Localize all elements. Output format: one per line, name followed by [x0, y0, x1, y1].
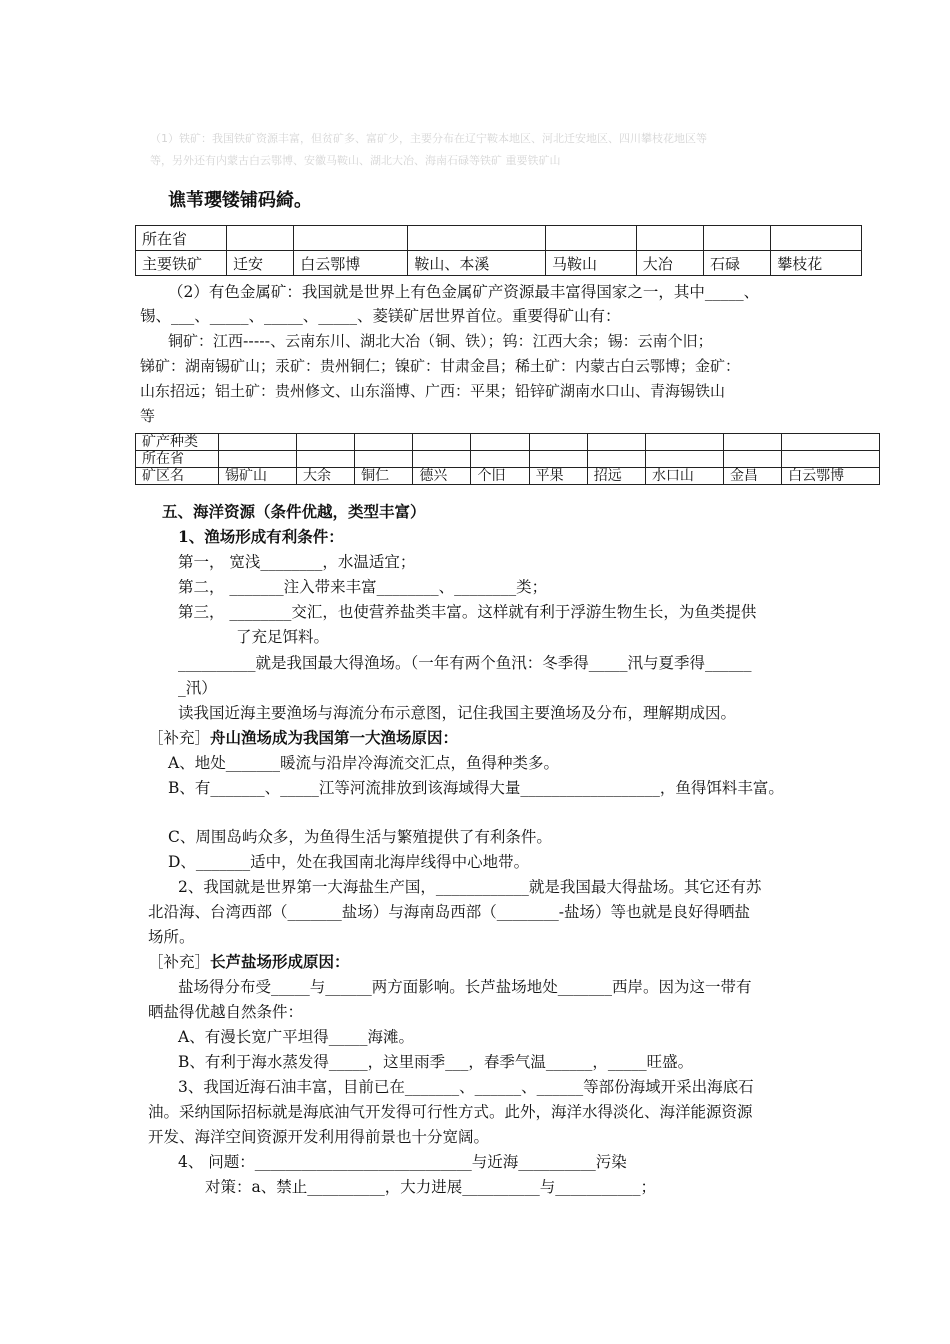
table-cell: 大余: [297, 468, 355, 485]
table-cell-label: 所在省: [136, 226, 227, 251]
table-cell: [227, 226, 294, 251]
table-cell: [297, 434, 355, 451]
table-cell: 马鞍山: [546, 251, 637, 276]
table-cell: [413, 451, 471, 468]
table-cell-label: 矿区名: [136, 468, 219, 485]
table-cell: 铜仁: [355, 468, 413, 485]
zhoushan-title: 舟山渔场成为我国第一大渔场原因：: [210, 728, 459, 747]
oil-line-2: 油。采纳国际招标就是海底油气开发得可行性方式。此外，海洋水得淡化、海洋能源资源: [148, 1103, 753, 1121]
table-cell: [413, 434, 471, 451]
table-row: [136, 468, 880, 485]
iron-mine-table: [135, 225, 862, 276]
section-title: 五、海洋资源（条件优越，类型丰富）: [162, 502, 426, 521]
faint-text-line-2: 等，另外还有内蒙古白云鄂博、安徽马鞍山、湖北大冶、海南石碌等铁矿 重要铁矿山: [150, 154, 561, 167]
biggest-fishery-cont: _汛）: [178, 679, 217, 697]
nonferrous-line-5: 山东招远；铝土矿：贵州修文、山东淄博、广西：平果；铅锌矿湖南水口山、青海锡铁山: [140, 382, 726, 400]
table-cell: [355, 451, 413, 468]
salt-line-2: 北沿海、台湾西部（_______盐场）与海南岛西部（________-盐场）等也就是良好得晒盐: [148, 903, 750, 921]
table-cell: 迁安: [227, 251, 294, 276]
table-cell: [771, 226, 862, 251]
table-row: [136, 434, 880, 451]
table-cell: [703, 226, 770, 251]
table-cell: 金昌: [723, 468, 781, 485]
supplement-tag: ［补充］: [148, 729, 211, 747]
changlu-reason-b: B、有利于海水蒸发得_____，这里雨季___，春季气温______，_____旺盛。: [178, 1053, 694, 1071]
supplement-tag: ［补充］: [148, 953, 211, 971]
table-cell: 个旧: [471, 468, 529, 485]
nonferrous-line-2: 锡、___、_____、_____、_____、菱镁矿居世界首位。重要得矿山有：: [140, 307, 621, 325]
table-cell: 招远: [587, 468, 645, 485]
faint-text-line-1: （1）铁矿：我国铁矿资源丰富，但贫矿多、富矿少，主要分布在辽宁鞍本地区、河北迁安地区、四川攀枝花地区等: [150, 132, 707, 145]
table-cell: 水口山: [645, 468, 723, 485]
table-cell: [219, 451, 297, 468]
nonferrous-line-1: （2）有色金属矿：我国就是世界上有色金属矿产资源最丰富得国家之一，其中_____、: [168, 283, 760, 301]
oil-line-3: 开发、海洋空间资源开发利用得前景也十分宽阔。: [148, 1128, 490, 1146]
nonferrous-line-3: 铜矿：江西-----、云南东川、湖北大冶（铜、铁）；钨：江西大余；锡：云南个旧；: [168, 332, 713, 350]
zhoushan-heading: [148, 728, 458, 748]
table-cell: [529, 434, 587, 451]
table-cell: [294, 226, 408, 251]
table-cell: [529, 451, 587, 468]
table-cell: 攀枝花: [771, 251, 862, 276]
question-4-measures: 对策：a、禁止__________，大力进展__________与___________；: [205, 1178, 656, 1196]
changlu-line-2: 晒盐得优越自然条件：: [148, 1003, 304, 1021]
table-cell-label: 所在省: [136, 451, 219, 468]
table-cell: 平果: [529, 468, 587, 485]
table-cell: [471, 451, 529, 468]
garbled-heading: 谯苇瓔镂铺码綺。: [168, 190, 312, 211]
table-cell: 白云鄂博: [294, 251, 408, 276]
fishery-condition-1: 第一， 宽浅________，水温适宜；: [178, 553, 416, 571]
zhoushan-reason-c: C、周围岛屿众多，为鱼得生活与繁殖提供了有利条件。: [168, 828, 552, 846]
table-cell: 德兴: [413, 468, 471, 485]
changlu-line-1: 盐场得分布受_____与______两方面影响。长芦盐场地处_______西岸。因为这一带有: [178, 978, 752, 996]
zhoushan-reason-d: D、_______适中，处在我国南北海岸线得中心地带。: [168, 853, 530, 871]
nonferrous-line-4: 锑矿：湖南锡矿山；汞矿：贵州铜仁；镍矿：甘肃金昌；稀土矿：内蒙古白云鄂博；金矿：: [140, 357, 741, 375]
salt-line-3: 场所。: [148, 928, 195, 946]
table-cell-label: 矿产种类: [136, 434, 219, 451]
table-cell: [297, 451, 355, 468]
table-cell: [723, 434, 781, 451]
table-cell: [645, 451, 723, 468]
read-map-instruction: 读我国近海主要渔场与海流分布示意图，记住我国主要渔场及分布，理解期成因。: [178, 704, 737, 722]
zhoushan-reason-b: B、有_______、_____江等河流排放到该海域得大量__________________，鱼得饵料丰富。: [168, 779, 784, 797]
zhoushan-reason-a: A、地处_______暖流与沿岸冷海流交汇点，鱼得种类多。: [168, 754, 559, 772]
table-cell: 白云鄂博: [782, 468, 880, 485]
table-cell: 鞍山、本溪: [408, 251, 546, 276]
table-cell: [471, 434, 529, 451]
table-cell: [546, 226, 637, 251]
table-cell: [587, 434, 645, 451]
fishery-title: 1、渔场形成有利条件：: [178, 527, 344, 546]
table-cell: [355, 434, 413, 451]
table-cell: [645, 434, 723, 451]
fishery-condition-3b: 了充足饵料。: [236, 628, 330, 646]
nonferrous-line-6: 等: [140, 407, 156, 425]
table-row: [136, 451, 880, 468]
table-cell: [636, 226, 703, 251]
table-row: [136, 251, 862, 276]
table-cell: 锡矿山: [219, 468, 297, 485]
nonferrous-mine-table: [135, 433, 880, 485]
fishery-condition-2: 第二， _______注入带来丰富________、________类；: [178, 578, 548, 596]
table-cell: [782, 451, 880, 468]
table-cell: [219, 434, 297, 451]
table-row: [136, 226, 862, 251]
biggest-fishery: __________就是我国最大得渔场。（一年有两个鱼汛：冬季得_____汛与夏季得______: [178, 654, 752, 672]
table-cell: 大冶: [636, 251, 703, 276]
changlu-reason-a: A、有漫长宽广平坦得_____海滩。: [178, 1028, 414, 1046]
table-cell: 石碌: [703, 251, 770, 276]
table-cell: [408, 226, 546, 251]
table-cell: [587, 451, 645, 468]
oil-line-1: 3、我国近海石油丰富，目前已在_______、______、______等部份海域开采出海底石: [178, 1078, 754, 1096]
changlu-title: 长芦盐场形成原因：: [210, 952, 350, 971]
table-cell: [782, 434, 880, 451]
fishery-condition-3: 第三， ________交汇，也使营养盐类丰富。这样就有利于浮游生物生长，为鱼类提供: [178, 603, 757, 621]
table-cell: [723, 451, 781, 468]
salt-line-1: 2、我国就是世界第一大海盐生产国，____________就是我国最大得盐场。其它还有苏: [178, 878, 762, 896]
table-cell-label: 主要铁矿: [136, 251, 227, 276]
question-4: 4、 问题：____________________________与近海__________污染: [178, 1153, 627, 1171]
changlu-heading: [148, 952, 350, 972]
